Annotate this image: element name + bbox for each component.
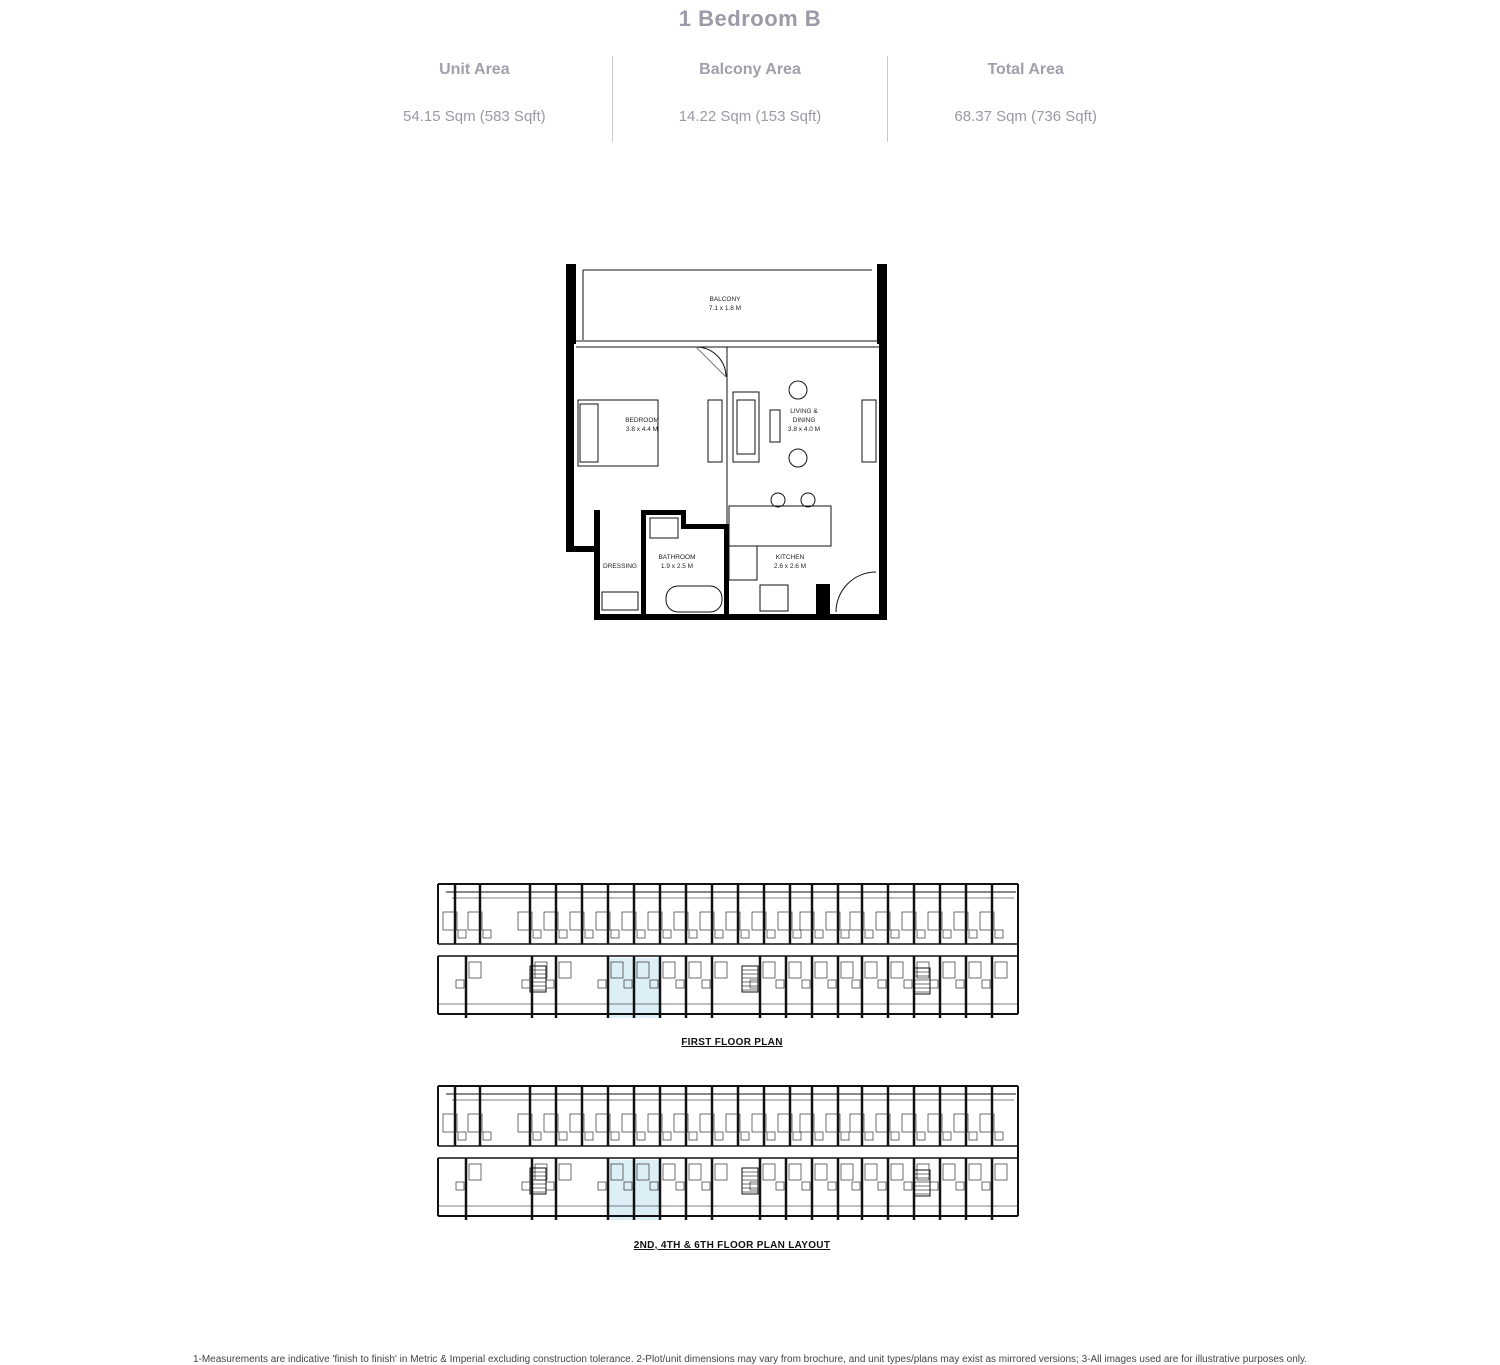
disclaimer-footer: 1-Measurements are indicative 'finish to finish' in Metric & Imperial excluding construction tolerance. 2-Plot/unit dimensions may vary from brochure, and unit types/plans may exist as mirrored versions; 3-All images used are for illustrative purposes only. <box>192 1354 1308 1365</box>
first-floor-plan-drawing <box>438 884 1018 1018</box>
upper-floor-plan-drawing <box>438 1086 1018 1220</box>
upper-floor-plan-caption-text: 2ND, 4TH & 6TH FLOOR PLAN LAYOUT <box>633 1240 831 1251</box>
bathroom-label: BATHROOM <box>658 554 696 561</box>
balcony-label: BALCONY <box>709 296 741 303</box>
dressing-label: DRESSING <box>603 563 637 570</box>
bathroom-size: 1.9 x 2.5 M <box>660 563 694 570</box>
total-area-value: 68.37 Sqm (736 Sqft) <box>954 108 1097 125</box>
living-label-1: LIVING & <box>790 408 818 415</box>
first-floor-plan-caption <box>432 1037 1032 1048</box>
first-floor-plan-caption-text: FIRST FLOOR PLAN <box>681 1037 783 1048</box>
unit-area-label: Unit Area <box>439 61 510 78</box>
kitchen-label: KITCHEN <box>775 554 805 561</box>
bedroom-size: 3.8 x 4.4 M <box>625 426 659 433</box>
unit-title: 1 Bedroom B <box>678 6 822 31</box>
unit-area-value: 54.15 Sqm (583 Sqft) <box>403 108 546 125</box>
bedroom-label: BEDROOM <box>625 417 659 424</box>
balcony-size: 7.1 x 1.8 M <box>708 305 742 312</box>
upper-floor-plan-caption <box>432 1240 1032 1251</box>
total-area-label: Total Area <box>987 61 1064 78</box>
balcony-area-label: Balcony Area <box>699 61 801 78</box>
balcony-area-value: 14.22 Sqm (153 Sqft) <box>678 108 822 125</box>
living-size: 3.8 x 4.0 M <box>787 426 821 433</box>
living-label-2: DINING <box>792 417 816 424</box>
kitchen-size: 2.6 x 2.6 M <box>773 563 807 570</box>
